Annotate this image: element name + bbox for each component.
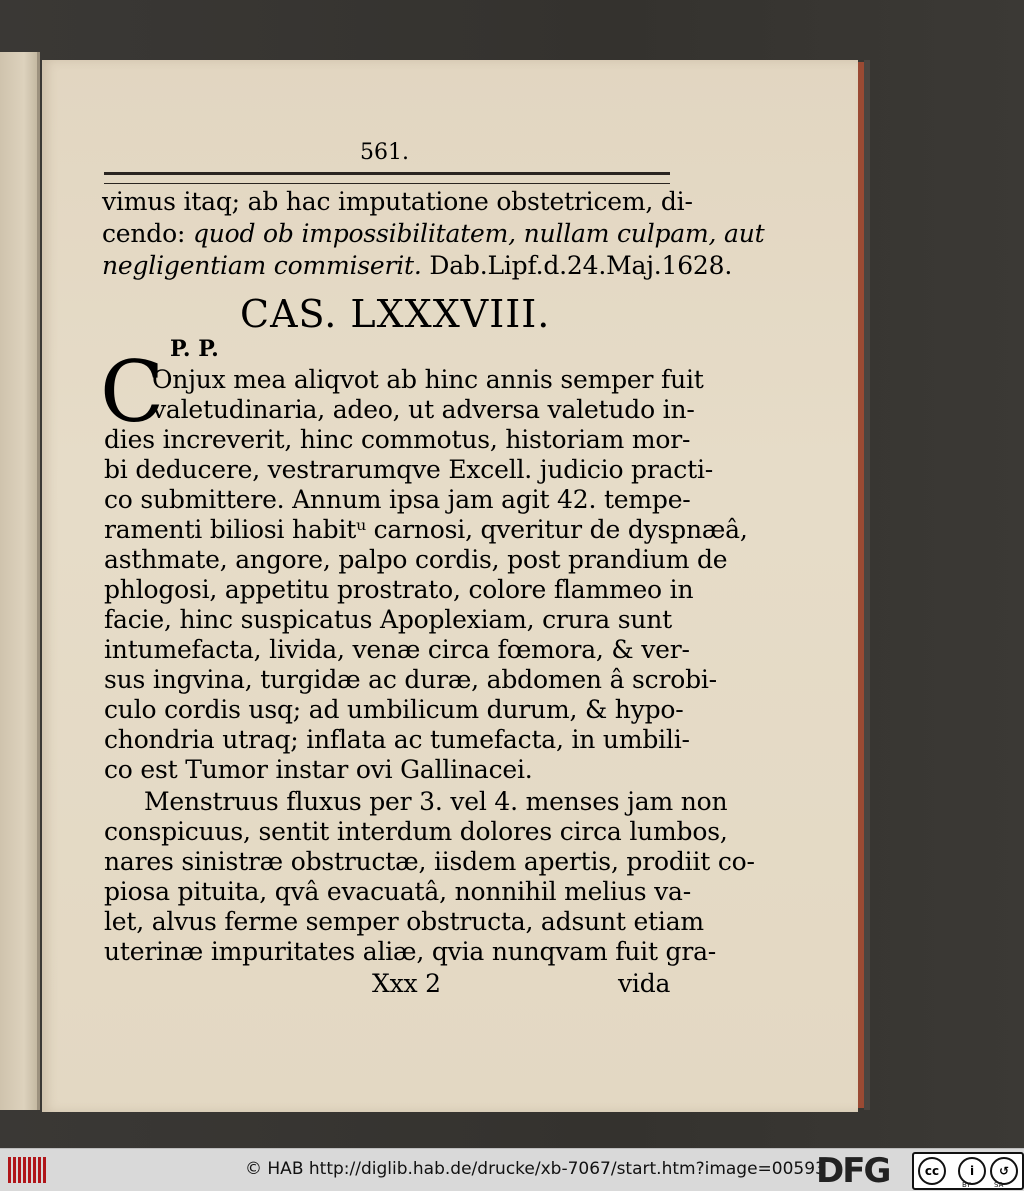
by-label: BY — [962, 1181, 971, 1189]
viewer-footer — [0, 1148, 1024, 1191]
body-line-1: Onjux mea aliqvot ab hinc annis semper fuit — [152, 365, 704, 394]
body-line-13: chondria utraq; inflata ac tumefacta, in umbili- — [104, 725, 690, 754]
cc-license-badge[interactable] — [912, 1152, 1024, 1190]
sa-icon: ↺ — [990, 1157, 1018, 1185]
salutation: P. P. — [170, 336, 219, 362]
text-line-top-3a: negligentiam commiserit. — [102, 251, 422, 280]
text-line-top-2b: quod ob impossibilitatem, nullam culpam, aut — [192, 219, 765, 248]
body-line-8: phlogosi, appetitu prostrato, colore flammeo in — [104, 575, 694, 604]
body-line-19: let, alvus ferme semper obstructa, adsunt etiam — [104, 907, 704, 936]
text-line-top-2a: cendo: — [102, 219, 186, 248]
body-line-15: Menstruus fluxus per 3. vel 4. menses jam non — [144, 787, 728, 816]
signature-mark: Xxx 2 — [372, 969, 441, 998]
by-icon: i — [958, 1157, 986, 1185]
body-line-2: valetudinaria, adeo, ut adversa valetudo in- — [152, 395, 695, 424]
body-line-7: asthmate, angore, palpo cordis, post prandium de — [104, 545, 728, 574]
text-line-top-3b: Dab.Lipf.d.24.Maj.1628. — [429, 251, 733, 280]
text-line-top-2 — [102, 218, 764, 250]
body-line-14: co est Tumor instar ovi Gallinacei. — [104, 755, 533, 784]
sa-label: SA — [994, 1181, 1004, 1189]
text-line-top-1: vimus itaq; ab hac imputatione obstetricem, di- — [102, 187, 693, 216]
header-rule — [104, 172, 670, 184]
cc-icon: cc — [918, 1157, 946, 1185]
body-line-18: piosa pituita, qvâ evacuatâ, nonnihil melius va- — [104, 877, 692, 906]
text-line-top-3 — [102, 250, 732, 282]
body-line-12: culo cordis usq; ad umbilicum durum, & hypo- — [104, 695, 684, 724]
drop-cap: C — [100, 343, 165, 441]
body-line-10: intumefacta, livida, venæ circa fœmora, & ver- — [104, 635, 690, 664]
body-line-9: facie, hinc suspicatus Apoplexiam, crura sunt — [104, 605, 673, 634]
copyright-link[interactable]: © HAB http://diglib.hab.de/drucke/xb-7067/start.htm?image=00593 — [245, 1159, 826, 1179]
body-line-20: uterinæ impuritates aliæ, qvia nunqvam fuit gra- — [104, 937, 717, 966]
barcode-icon — [8, 1157, 48, 1183]
body-line-16: conspicuus, sentit interdum dolores circa lumbos, — [104, 817, 728, 846]
body-line-11: sus ingvina, turgidæ ac duræ, abdomen â scrobi- — [104, 665, 717, 694]
body-line-17: nares sinistræ obstructæ, iisdem apertis, prodiit co- — [104, 847, 755, 876]
catchword: vida — [618, 969, 671, 998]
body-line-5: co submittere. Annum ipsa jam agit 42. tempe- — [104, 485, 691, 514]
left-page-edge — [0, 52, 40, 1110]
body-line-3: dies increverit, hinc commotus, historiam mor- — [104, 425, 691, 454]
dfg-logo: DFG — [816, 1151, 890, 1191]
page-number: 561. — [360, 140, 409, 165]
case-heading: CAS. LXXXVIII. — [240, 292, 551, 336]
body-line-4: bi deducere, vestrarumqve Excell. judicio practi- — [104, 455, 713, 484]
body-line-6: ramenti biliosi habitᵘ carnosi, qveritur de dyspnæâ, — [104, 515, 748, 544]
page-edge-dark — [864, 60, 870, 1110]
